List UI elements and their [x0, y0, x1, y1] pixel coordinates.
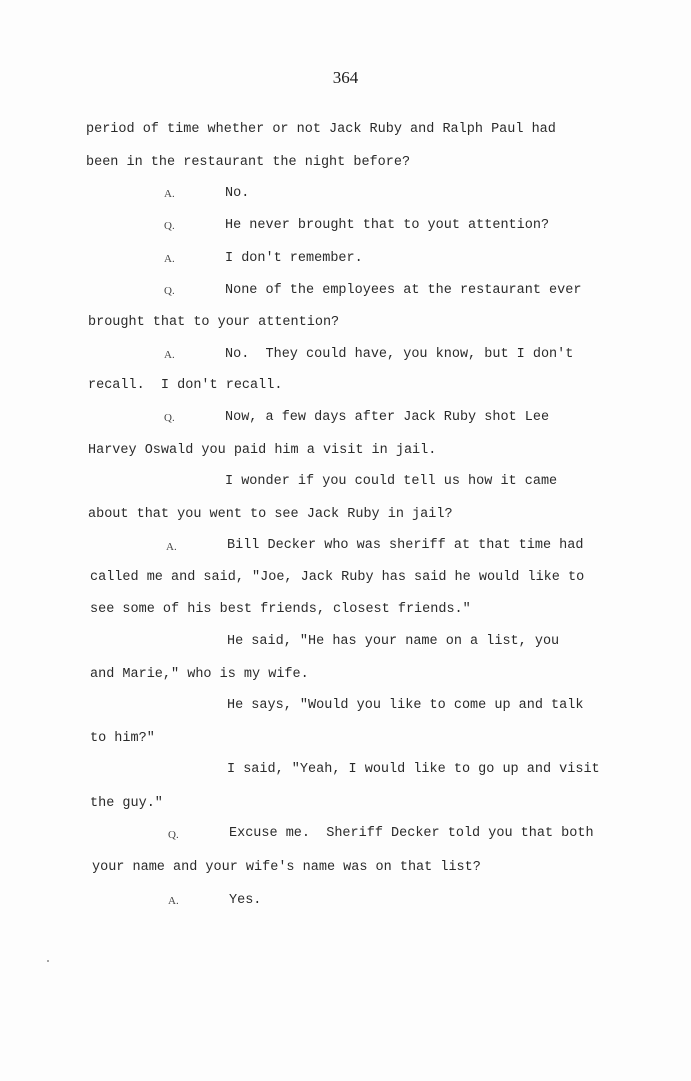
- transcript-line: recall. I don't recall.: [88, 378, 283, 393]
- page-number: 364: [332, 68, 359, 87]
- transcript-line: No. They could have, you know, but I don't: [225, 347, 574, 362]
- transcript-line: Now, a few days after Jack Ruby shot Lee: [225, 410, 550, 425]
- transcript-line: your name and your wife's name was on that list?: [92, 860, 481, 875]
- transcript-line: None of the employees at the restaurant ever: [225, 283, 582, 298]
- transcript-line: Harvey Oswald you paid him a visit in jail.: [88, 443, 437, 458]
- transcript-line: period of time whether or not Jack Ruby and Ralph Paul had: [86, 122, 556, 137]
- transcript-line: Bill Decker who was sheriff at that time had: [227, 538, 584, 553]
- transcript-line: brought that to your attention?: [88, 315, 340, 330]
- transcript-line: I said, "Yeah, I would like to go up and visit: [227, 762, 600, 777]
- transcript-line: called me and said, "Joe, Jack Ruby has said he would like to: [90, 570, 585, 585]
- speaker-label: A.: [164, 188, 175, 200]
- transcript-line: Yes.: [229, 893, 262, 908]
- transcript-line: the guy.": [90, 796, 163, 811]
- transcript-line: Excuse me. Sheriff Decker told you that both: [229, 826, 594, 841]
- speaker-label: A.: [164, 349, 175, 361]
- speaker-label: Q.: [168, 829, 179, 841]
- speaker-label: Q.: [164, 220, 175, 232]
- scan-speck: [47, 960, 49, 962]
- transcript-line: about that you went to see Jack Ruby in jail?: [88, 507, 453, 522]
- speaker-label: Q.: [164, 412, 175, 424]
- transcript-line: see some of his best friends, closest friends.": [90, 602, 471, 617]
- speaker-label: A.: [168, 895, 179, 907]
- transcript-line: No.: [225, 186, 250, 201]
- transcript-line: been in the restaurant the night before?: [86, 155, 411, 170]
- transcript-line: and Marie," who is my wife.: [90, 667, 309, 682]
- speaker-label: Q.: [164, 285, 175, 297]
- speaker-label: A.: [166, 541, 177, 553]
- transcript-line: He never brought that to yout attention?: [225, 218, 550, 233]
- transcript-line: I don't remember.: [225, 251, 363, 266]
- transcript-line: He said, "He has your name on a list, you: [227, 634, 560, 649]
- transcript-line: He says, "Would you like to come up and talk: [227, 698, 584, 713]
- transcript-line: I wonder if you could tell us how it came: [225, 474, 558, 489]
- transcript-line: to him?": [90, 731, 155, 746]
- speaker-label: A.: [164, 253, 175, 265]
